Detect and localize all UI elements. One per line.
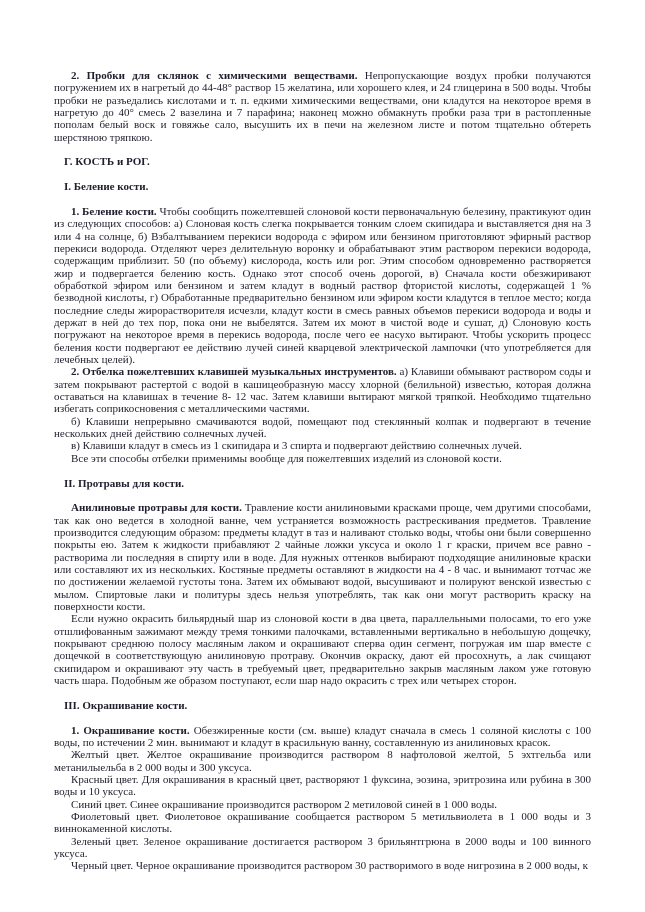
paragraph-lead: 2. Отбелка пожелтевших клавишей музыкальных инструментов.	[71, 366, 397, 379]
paragraph: в) Клавиши кладут в смесь из 1 скипидара и 3 спирта и подвергают действию солнечных лучей.	[71, 440, 522, 453]
paragraph: Зеленый цвет. Зеленое окрашивание достигается раствором 3 брильянтгрюна в 2000 воды и 100 винного уксуса.	[54, 835, 591, 860]
paragraph	[54, 206, 591, 366]
paragraph-lead: Анилиновые протравы для кости.	[71, 502, 242, 515]
section-heading: III. Окрашивание кости.	[64, 699, 188, 712]
section-heading: II. Протравы для кости.	[64, 477, 185, 490]
paragraph	[54, 366, 591, 415]
paragraph: Желтый цвет. Желтое окрашивание производится раствором 8 нафтоловой желтой, 5 эхтгельба или метанилыельба в 2 000 воды и 300 уксуса.	[54, 749, 591, 774]
section-heading: I. Беление кости.	[64, 181, 149, 194]
paragraph-lead: 1. Беление кости.	[71, 206, 157, 219]
paragraph-text: Травление кости анилиновыми красками проще, чем другими способами, так как оно ведется в холодной ванне, чем устраняется возможность растрескивания предметов. Травление производится следующим образом: предметы кладут в таз и наливают столько воды, чтобы они были совершенно покрыты ею. Затем к жидкости прибавляют 2 чайные ложки уксуса и около 1 г краски, причем все равно - растворима ли последняя в спирту или в воде. Для нужных оттенков выбирают подходящие анилиновые краски или составляют их из нескольких. Костяные предметы оставляют в жидкости на 4 - 8 час. и вынимают тотчас же по достижении желаемой густоты тона. Затем их обмывают водой, высушивают и полируют венской известью с мылом. Спиртовые лаки и политуры здесь нельзя употреблять, так как они могут растворить краску на поверхности кости.	[54, 502, 592, 613]
paragraph: Если нужно окрасить бильярдный шар из слоновой кости в два цвета, параллельными полосами, то его уже отшлифованным зажимают между тремя тонкими палочками, вставленными вертикально в небольшую дощечку, покрывают среднюю полосу масляным лаком и окрашивают сперва один сегмент, погружая им шар вместе с дощечкой в соответствующую анилиновую протраву. Окончив окраску, дают ей просохнуть, а лак счищают скипидаром и окрашивают эту часть в требуемый цвет, предварительно закрыв масляным лаком уже готовую часть шара. Подобным же образом поступают, если шар надо окрасить с трех или четырех сторон.	[54, 613, 591, 687]
paragraph-text: Чтобы сообщить пожелтевшей слоновой кости первоначальную белезину, практикуют один из следующих способов: а) Слоновая кость слегка покрывается тонким слоем скипидара и выставляется дня на 3 или 4 на солнце, б) Взбалтыванием перекиси водорода с эфиром или бензином приготовляют эфирный раствор перекиси водорода. Отделяют через делительную воронку и обрабатывают этим раствором перекиси водорода, содержащим приблизит. 50 (по объему) кислорода, кость или рог. Этим способом одновременно растворяется жир и подвергается белению кость. Однако этот способ очень дорогой, в) Сначала кости обезжиривают обработкой эфиром или бензином и затем кладут в водный раствор фтористой кислоты, содержащей 1 % безводной кислоты, г) Обработанные предварительно бензином или эфиром кости кладутся в теплое место; когда последние следы жирорастворителя исчезли, кладут кости в смесь равных объемов перекиси водорода и воды и держат в ней до тех пор, пока они не выбелятся. Затем их моют в чистой воде и сушат, д) Слоновую кость погружают на некоторое время в перекись водорода, после чего ее насухо вытирают. Чтобы ускорить процесс беления кости подвергают ее действию лучей синей кварцевой электрической лампочки (что употребляется для лечебных целей).	[54, 206, 591, 367]
paragraph	[54, 725, 591, 750]
paragraph-text: Обезжиренные кости (см. выше) кладут сначала в смесь 1 соляной кислоты с 100 воды, по истечении 2 мин. вынимают и кладут в красильную ванну, составленную из анилиновых красок.	[54, 724, 591, 749]
paragraph-lead: 1. Окрашивание кости.	[71, 724, 190, 737]
paragraph: Красный цвет. Для окрашивания в красный цвет, растворяют 1 фуксина, эозина, эритрозина или рубина в 300 воды и 10 уксуса.	[54, 773, 591, 799]
paragraph-text: Непропускающие воздух пробки получаются погружением их в нагретый до 44-48° раствор 15 желатина, или хорошего клея, и 24 глицерина в 500 воды. Чтобы пробки не разъедались кислотами и т. п. едкими химическими веществами, они кладутся на некоторое время в нагретую до 40° смесь 2 вазелина и 7 парафина; наконец можно обмакнуть пробки раза три в растопленные пополам белый воск и говяжье сало, высушить их в печи на железном листе и потом тщательно обтереть шерстяною тряпкою.	[54, 70, 591, 144]
paragraph: Черный цвет. Черное окрашивание производится раствором 30 растворимого в воде нигрозина в 2 000 воды, к	[71, 860, 589, 873]
paragraph: Все эти способы отбелки применимы вообще для пожелтевших изделий из слоновой кости.	[71, 452, 502, 465]
paragraph: Синий цвет. Синее окрашивание производится раствором 2 метиловой синей в 1 000 воды.	[71, 798, 497, 811]
chapter-heading: Г. КОСТЬ и РОГ.	[64, 156, 150, 169]
paragraph-text: а) Клавиши обмывают раствором соды и затем покрывают растертой с водой в кашицеобразную массу хлорной (белильной) известью, которая должна оставаться на клавишах в течение 8- 12 час. Затем клавиши вытирают мягкой тряпкой. Необходимо тщательно избегать соприкосновения с металлическими частями.	[54, 366, 591, 416]
paragraph	[54, 502, 591, 613]
paragraph: Фиолетовый цвет. Фиолетовое окрашивание сообщается раствором 5 метильвиолета в 1 000 воды и 3 виннокаменной кислоты.	[54, 810, 591, 836]
paragraph-lead: 2. Пробки для склянок с химическими веществами.	[71, 70, 358, 82]
paragraph: б) Клавиши непрерывно смачиваются водой, помещают под стеклянный колпак и подвергают в течение нескольких дней действию солнечных лучей.	[54, 415, 591, 441]
paragraph	[54, 70, 591, 144]
